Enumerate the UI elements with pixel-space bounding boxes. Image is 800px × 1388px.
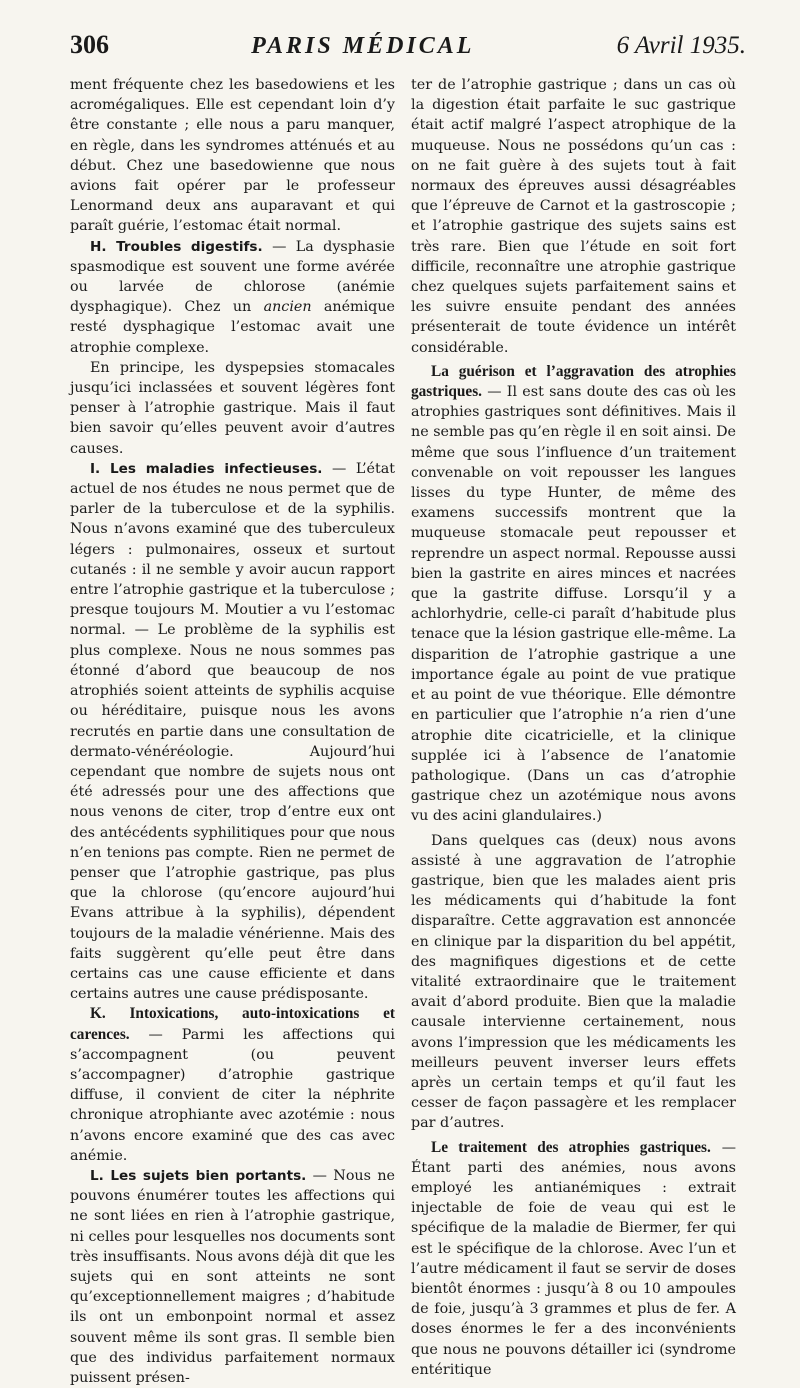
section-l	[70, 1166, 395, 1388]
journal-title: PARIS MÉDICAL	[251, 33, 475, 59]
section-heading: K. Intoxications, auto-intoxications et carences.	[70, 1005, 395, 1043]
section-text: — Il est sans doute des cas où les atrophies gastriques sont définitives. Mais il ne semble pas qu’en règle il en soit ainsi. De même que sous l’influence d’un traitement convenable on voit repousser les langues lisses du type Hunter, de même des examens successifs montrent que la muqueuse stomacale peut repousser et reprendre un aspect normal. Repousse aussi bien la gastrite en aires minces et nacrées que la gastrite diffuse. Lorsqu’il y a achlorhydrie, celle-ci paraît d’habitude plus tenace que la lésion gastrique elle-même. La disparition de l’atrophie gastrique a une importance égale au point de vue pratique et au point de vue théorique. Elle démontre en particulier que l’atrophie n’a rien d’une atrophie dite cicatricielle, et la clinique supplée ici à l’absence de l’anatomie pathologique. (Dans un cas d’atrophie gastrique chez un azotémique nous avons vu des acini glandulaires.)	[411, 384, 736, 825]
section-treatment	[411, 1138, 736, 1380]
paragraph: ter de l’atrophie gastrique ; dans un cas où la digestion était parfaite le suc gastrique était actif malgré l’aspect atrophique de la muqueuse. Nous ne possédons qu’un cas : on ne fait guère à des sujets tout à fait normaux des épreuves aussi désagréables que l’épreuve de Carnot et la gastroscopie ; et l’atrophie gastrique des sujets sains est très rare. Bien que l’étude en soit fort difficile, reconnaître une atrophie gastrique chez quelques sujets parfaitement sains et les suivre ensuite pendant des années présenterait de toute évidence un intérêt considérable.	[411, 77, 736, 356]
section-text: — Parmi les affections qui s’accompagnent (ou peuvent s’accompagner) d’atrophie gastrique diffuse, il convient de citer la néphrite chronique atrophiante avec azotémie : nous n’avons encore examiné que des cas avec anémie.	[70, 1026, 395, 1164]
section-text: — La dysphasie spasmodique est souvent une forme avérée ou larvée de chlorose (anémie dysphagique). Chez un	[70, 238, 395, 316]
section-text: — Étant parti des anémies, nous avons employé les antianémiques : extrait injectable de foie de veau qui est le spécifique de la maladie de Biermer, fer qui est le spécifique de la chlorose. Avec l’un et l’autre médicament il faut se servir de doses bientôt énormes : jusqu’à 8 ou 10 ampoules de foie, jusqu’à 3 grammes et plus de fer. A doses énormes le fer a des inconvénients que nous ne pouvons détailler ici (syndrome entéritique	[411, 1139, 736, 1378]
section-i	[70, 459, 395, 1004]
emphasis: ancien	[263, 299, 312, 316]
left-column	[70, 75, 395, 1388]
section-k	[70, 1004, 395, 1166]
section-heading: H. Troubles digestifs.	[90, 238, 263, 255]
section-heading: La guérison et l’aggravation des atrophies gastriques.	[411, 362, 736, 401]
section-healing	[411, 362, 736, 827]
running-header	[70, 30, 746, 72]
paragraph: ment fréquente chez les basedowiens et les acromégaliques. Elle est cependant loin d’y être constante ; elle nous a paru manquer, en règle, dans les syndromes atténués et au début. Chez une basedowienne que nous avions fait opérer par le professeur Lenormand deux ans auparavant et qui paraît guérie, l’estomac était normal.	[70, 77, 395, 235]
section-text: — Nous ne pouvons énumérer toutes les affections qui ne sont liées en rien à l’atrophie gastrique, ni celles pour lesquelles nos documents sont très insuffisants. Nous avons déjà dit que les sujets qui en sont atteints ne sont qu’exceptionnellement maigres ; d’habitude ils ont un embonpoint normal et assez souvent même ils sont gras. Il semble bien que des individus parfaitement normaux puissent présen-	[70, 1167, 395, 1386]
section-h	[70, 237, 395, 358]
section-text: anémique resté dysphagique l’estomac avait une atrophie complexe.	[70, 299, 396, 356]
paragraph: Dans quelques cas (deux) nous avons assisté à une aggravation de l’atrophie gastrique, bien que les malades aient pris les médicaments qui d’habitude la font disparaître. Cette aggravation est annoncée en clinique par la disparition du bel appétit, des magnifiques digestions et de cette vitalité extraordinaire que le traitement avait d’abord produite. Bien que la maladie causale intervienne certainement, nous avons l’impression que les médicaments les meilleurs peuvent inverser leurs effets après un certain temps et qu’il faut les cesser de façon passagère et les remplacer par d’autres.	[411, 832, 736, 1132]
section-text: — L’état actuel de nos études ne nous permet que de parler de la tuberculose et de la syphilis. Nous n’avons examiné que des tuberculeux légers : pulmonaires, osseux et surtout cutanés : il ne semble y avoir aucun rapport entre l’atrophie gastrique et la tuberculose ; presque toujours M. Moutier a vu l’estomac normal. — Le problème de la syphilis est plus complexe. Nous ne nous sommes pas étonné d’abord que beaucoup de nos atrophiés soient atteints de syphilis acquise ou héréditaire, puisque nous les avons recrutés en partie dans une consultation de dermato-vénéréologie. Aujourd’hui cependant que nombre de sujets nous ont été adressés pour une des affections que nous venons de citer, trop d’entre eux ont des antécédents syphilitiques pour que nous n’en tenions pas compte. Rien ne permet de penser que l’atrophie gastrique, pas plus que la chlorose (qu’encore aujourd’hui Evans attribue à la syphilis), dépendent toujours de la maladie vénérienne. Mais des faits suggèrent qu’elle peut être dans certains cas une cause efficiente et dans certains autres une cause prédisposante.	[70, 460, 395, 1003]
section-heading: Le traitement des atrophies gastriques.	[431, 1138, 711, 1156]
issue-date: 6 Avril 1935.	[616, 32, 746, 59]
page-number: 306	[70, 30, 109, 59]
paragraph: En principe, les dyspepsies stomacales jusqu’ici inclassées et souvent légères font penser à l’atrophie gastrique. Mais il faut bien savoir qu’elles peuvent avoir d’autres causes.	[70, 359, 395, 457]
section-heading: L. Les sujets bien portants.	[90, 1167, 307, 1184]
right-column	[411, 75, 736, 1380]
section-heading: I. Les maladies infectieuses.	[90, 460, 323, 477]
